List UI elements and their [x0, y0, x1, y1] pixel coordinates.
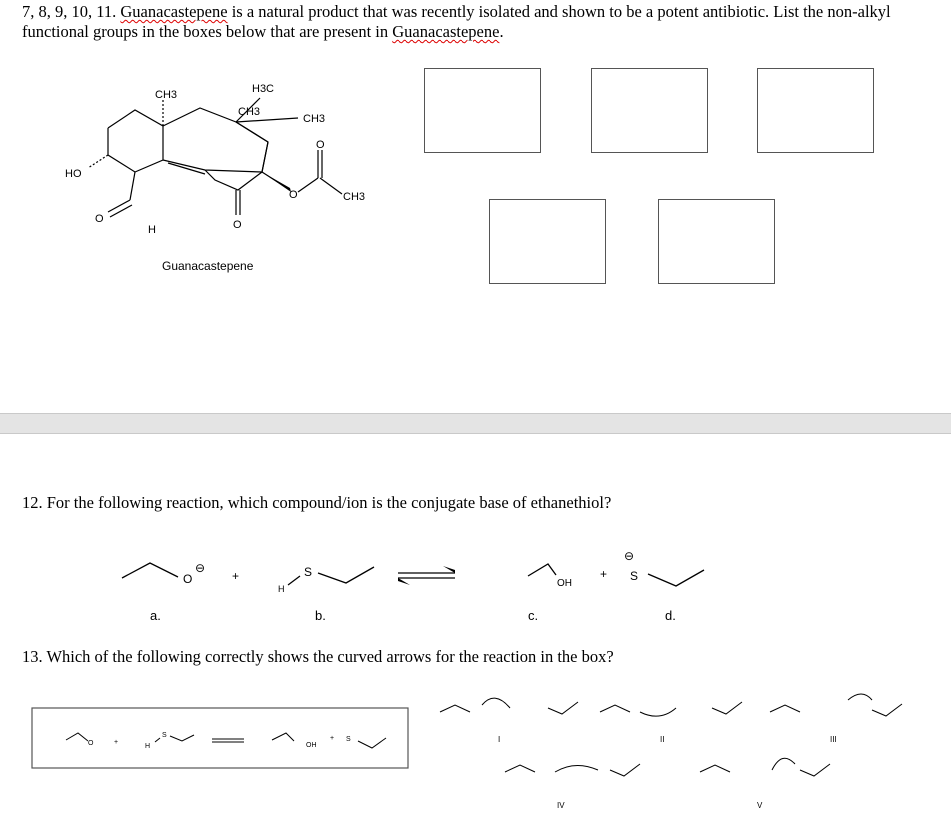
r12-sulfur: S — [304, 565, 313, 579]
box-oxygen: O — [88, 740, 94, 747]
question-number: 7, 8, 9, 10, 11. — [22, 2, 117, 21]
r12-minus: ⊖ — [195, 561, 206, 575]
r12-minus-2: ⊖ — [624, 549, 635, 563]
molecule-caption: Guanacastepene — [162, 259, 254, 273]
question-body: is a natural product that was recently isolated and shown to be a potent antibiotic. List the non-alkyl functional groups in the boxes below that are present in — [22, 2, 891, 41]
label-o-aldehyde: O — [95, 213, 104, 225]
box-hydrogen: H — [145, 743, 151, 750]
label-ho: HO — [65, 168, 82, 180]
label-o-ketone: O — [233, 219, 242, 231]
option-c: c. — [528, 608, 539, 623]
question-13-text: 13. Which of the following correctly shows the curved arrows for the reaction in the box? — [22, 647, 614, 666]
option-a: a. — [150, 608, 161, 623]
box-plus-1: + — [114, 739, 119, 746]
label-ch3-top: CH3 — [155, 89, 178, 101]
option-iv: IV — [557, 801, 565, 810]
r12-hydroxyl: OH — [557, 578, 572, 589]
option-v: V — [757, 801, 763, 810]
label-h3c: H3C — [252, 83, 275, 95]
box-sulfur: S — [162, 732, 167, 739]
compound-name: Guanacastepene — [120, 2, 228, 21]
r12-plus-1: + — [232, 569, 240, 583]
r12-plus-2: + — [600, 567, 608, 581]
label-ch3-right: CH3 — [303, 113, 326, 125]
compound-name-2: Guanacastepene — [392, 22, 500, 41]
option-ii: II — [660, 735, 665, 744]
option-i: I — [498, 735, 501, 744]
label-ch3-mid: CH3 — [238, 106, 261, 118]
section-divider — [0, 413, 951, 434]
box-plus-2: + — [330, 735, 335, 742]
question-end: . — [499, 22, 504, 41]
option-d: d. — [665, 608, 676, 623]
label-ch3-ester: CH3 — [343, 191, 366, 203]
option-iii: III — [830, 735, 837, 744]
reaction-box — [32, 708, 408, 768]
option-b: b. — [315, 608, 326, 623]
question-12-text: 12. For the following reaction, which compound/ion is the conjugate base of ethanethiol? — [22, 493, 612, 512]
label-h: H — [148, 224, 156, 236]
label-o-ester: O — [289, 189, 298, 201]
r12-oxygen: O — [183, 572, 193, 586]
box-sulfur-2: S — [346, 736, 351, 743]
r12-sulfur-2: S — [630, 569, 639, 583]
r12-hydrogen: H — [278, 584, 285, 594]
label-o-carbonyl: O — [316, 139, 325, 151]
box-hydroxyl: OH — [306, 742, 317, 749]
